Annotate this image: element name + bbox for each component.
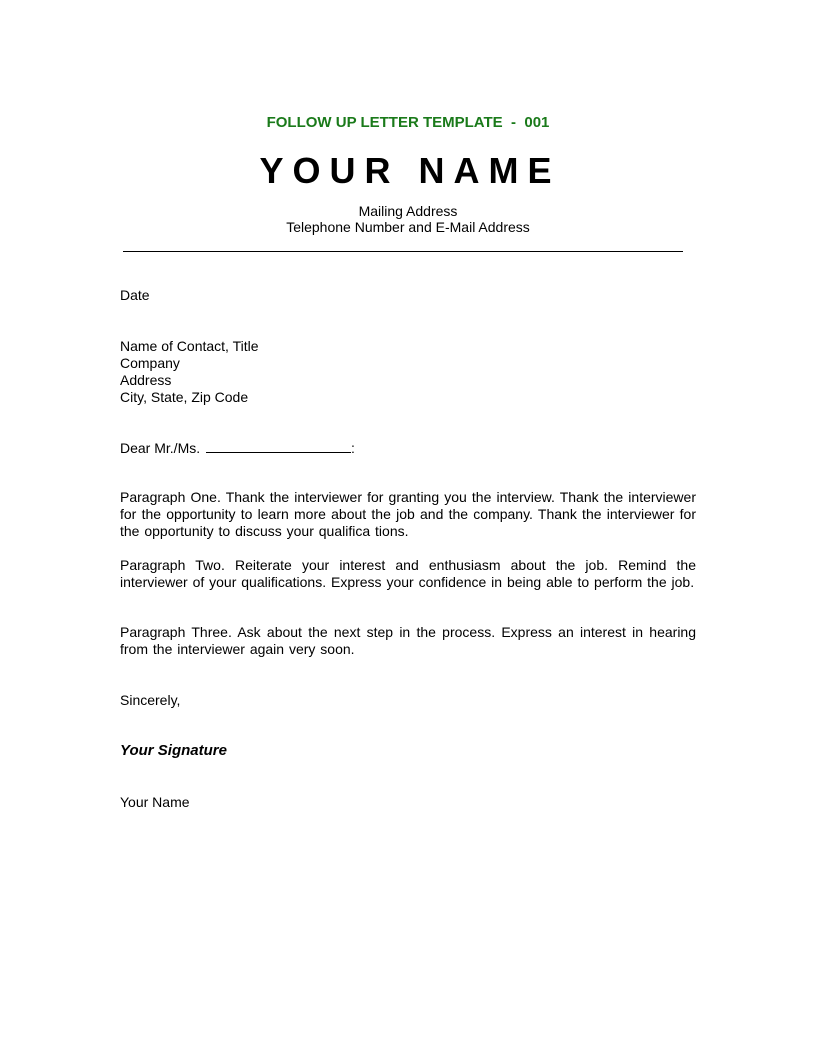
salutation-suffix: : [351, 440, 355, 456]
template-title: FOLLOW UP LETTER TEMPLATE - 001 [266, 114, 550, 131]
letter-date: Date [120, 287, 150, 303]
paragraph-two: Paragraph Two. Reiterate your interest and enthusiasm about the job. Remind the interviewer of your qualifications. Express your confidence in being able to perform the job. [120, 557, 696, 590]
paragraph-one: Paragraph One. Thank the interviewer for granting you the interview. Thank the interviewer for the opportunity to learn more about the job and the company. Thank the interviewer for the opportunity to discuss your qualifica tions. [120, 489, 696, 539]
recipient-address: Address [120, 372, 172, 388]
recipient-contact: Name of Contact, Title [120, 338, 259, 354]
mailing-address: Mailing Address [358, 203, 458, 219]
paragraph-three: Paragraph Three. Ask about the next step in the process. Express an interest in hearing from the interviewer again very soon. [120, 624, 696, 657]
salutation-blank [206, 439, 351, 453]
telephone-email: Telephone Number and E-Mail Address [286, 219, 530, 235]
signer-name: Your Name [120, 794, 190, 810]
salutation [120, 439, 355, 457]
signature: Your Signature [120, 742, 227, 759]
your-name-heading: YOUR NAME [259, 150, 561, 191]
closing: Sincerely, [120, 692, 181, 708]
header-divider [123, 251, 683, 252]
recipient-city-state-zip: City, State, Zip Code [120, 389, 249, 405]
recipient-company: Company [120, 355, 180, 371]
recipient-block [120, 338, 259, 406]
salutation-prefix: Dear Mr./Ms. [120, 440, 205, 456]
